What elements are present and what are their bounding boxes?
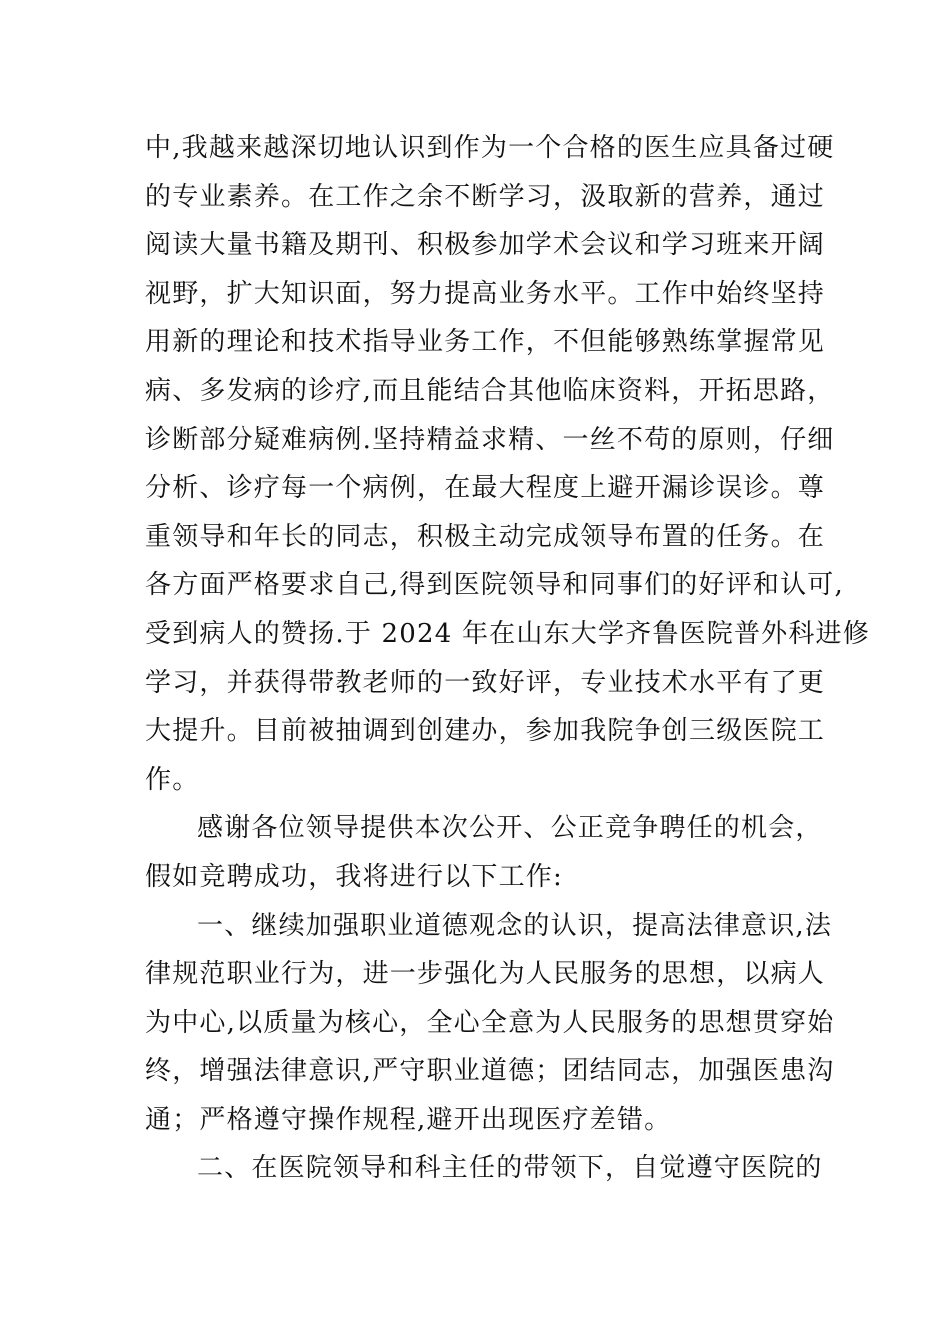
text-line: 中,我越来越深切地认识到作为一个合格的医生应具备过硬 (145, 133, 835, 163)
text-line: 感谢各位领导提供本次公开、公正竞争聘任的机会， (197, 813, 823, 844)
text-line: 终，增强法律意识,严守职业道德；团结同志，加强医患沟 (145, 1056, 835, 1087)
text-line: 阅读大量书籍及期刊、积极参加学术会议和学习班来开阔 (145, 230, 826, 261)
text-line: 作。 (145, 764, 200, 795)
text-line: 的专业素养。在工作之余不断学习，汲取新的营养，通过 (145, 181, 826, 212)
text-line: 用新的理论和技术指导业务工作，不但能够熟练掌握常见 (145, 327, 826, 358)
text-line: 律规范职业行为，进一步强化为人民服务的思想，以病人 (145, 959, 826, 990)
text-line: 一、继续加强职业道德观念的认识，提高法律意识,法 (197, 910, 833, 941)
text-line: 学习，并获得带教老师的一致好评，专业技术水平有了更 (145, 667, 826, 698)
text-line: 通；严格遵守操作规程,避开出现医疗差错。 (145, 1104, 672, 1135)
text-line: 分析、诊疗每一个病例，在最大程度上避开漏诊误诊。尊 (145, 473, 826, 504)
text-line: 诊断部分疑难病例.坚持精益求精、一丝不苟的原则，仔细 (145, 424, 835, 455)
text-line: 为中心,以质量为核心，全心全意为人民服务的思想贯穿始 (145, 1007, 835, 1038)
text-line: 各方面严格要求自己,得到医院领导和同事们的好评和认可, (145, 570, 844, 601)
text-line: 受到病人的赞扬.于 2024 年在山东大学齐鲁医院普外科进修 (145, 618, 870, 649)
body-text (145, 124, 870, 1193)
text-line: 重领导和年长的同志，积极主动完成领导布置的任务。在 (145, 521, 826, 552)
text-line: 病、多发病的诊疗,而且能结合其他临床资料，开拓思路， (145, 375, 835, 406)
text-line: 二、在医院领导和科主任的带领下，自觉遵守医院的 (197, 1153, 823, 1184)
text-line: 视野，扩大知识面，努力提高业务水平。工作中始终坚持 (145, 278, 826, 309)
text-line: 大提升。目前被抽调到创建办，参加我院争创三级医院工 (145, 716, 826, 747)
text-line: 假如竞聘成功，我将进行以下工作: (145, 861, 563, 892)
